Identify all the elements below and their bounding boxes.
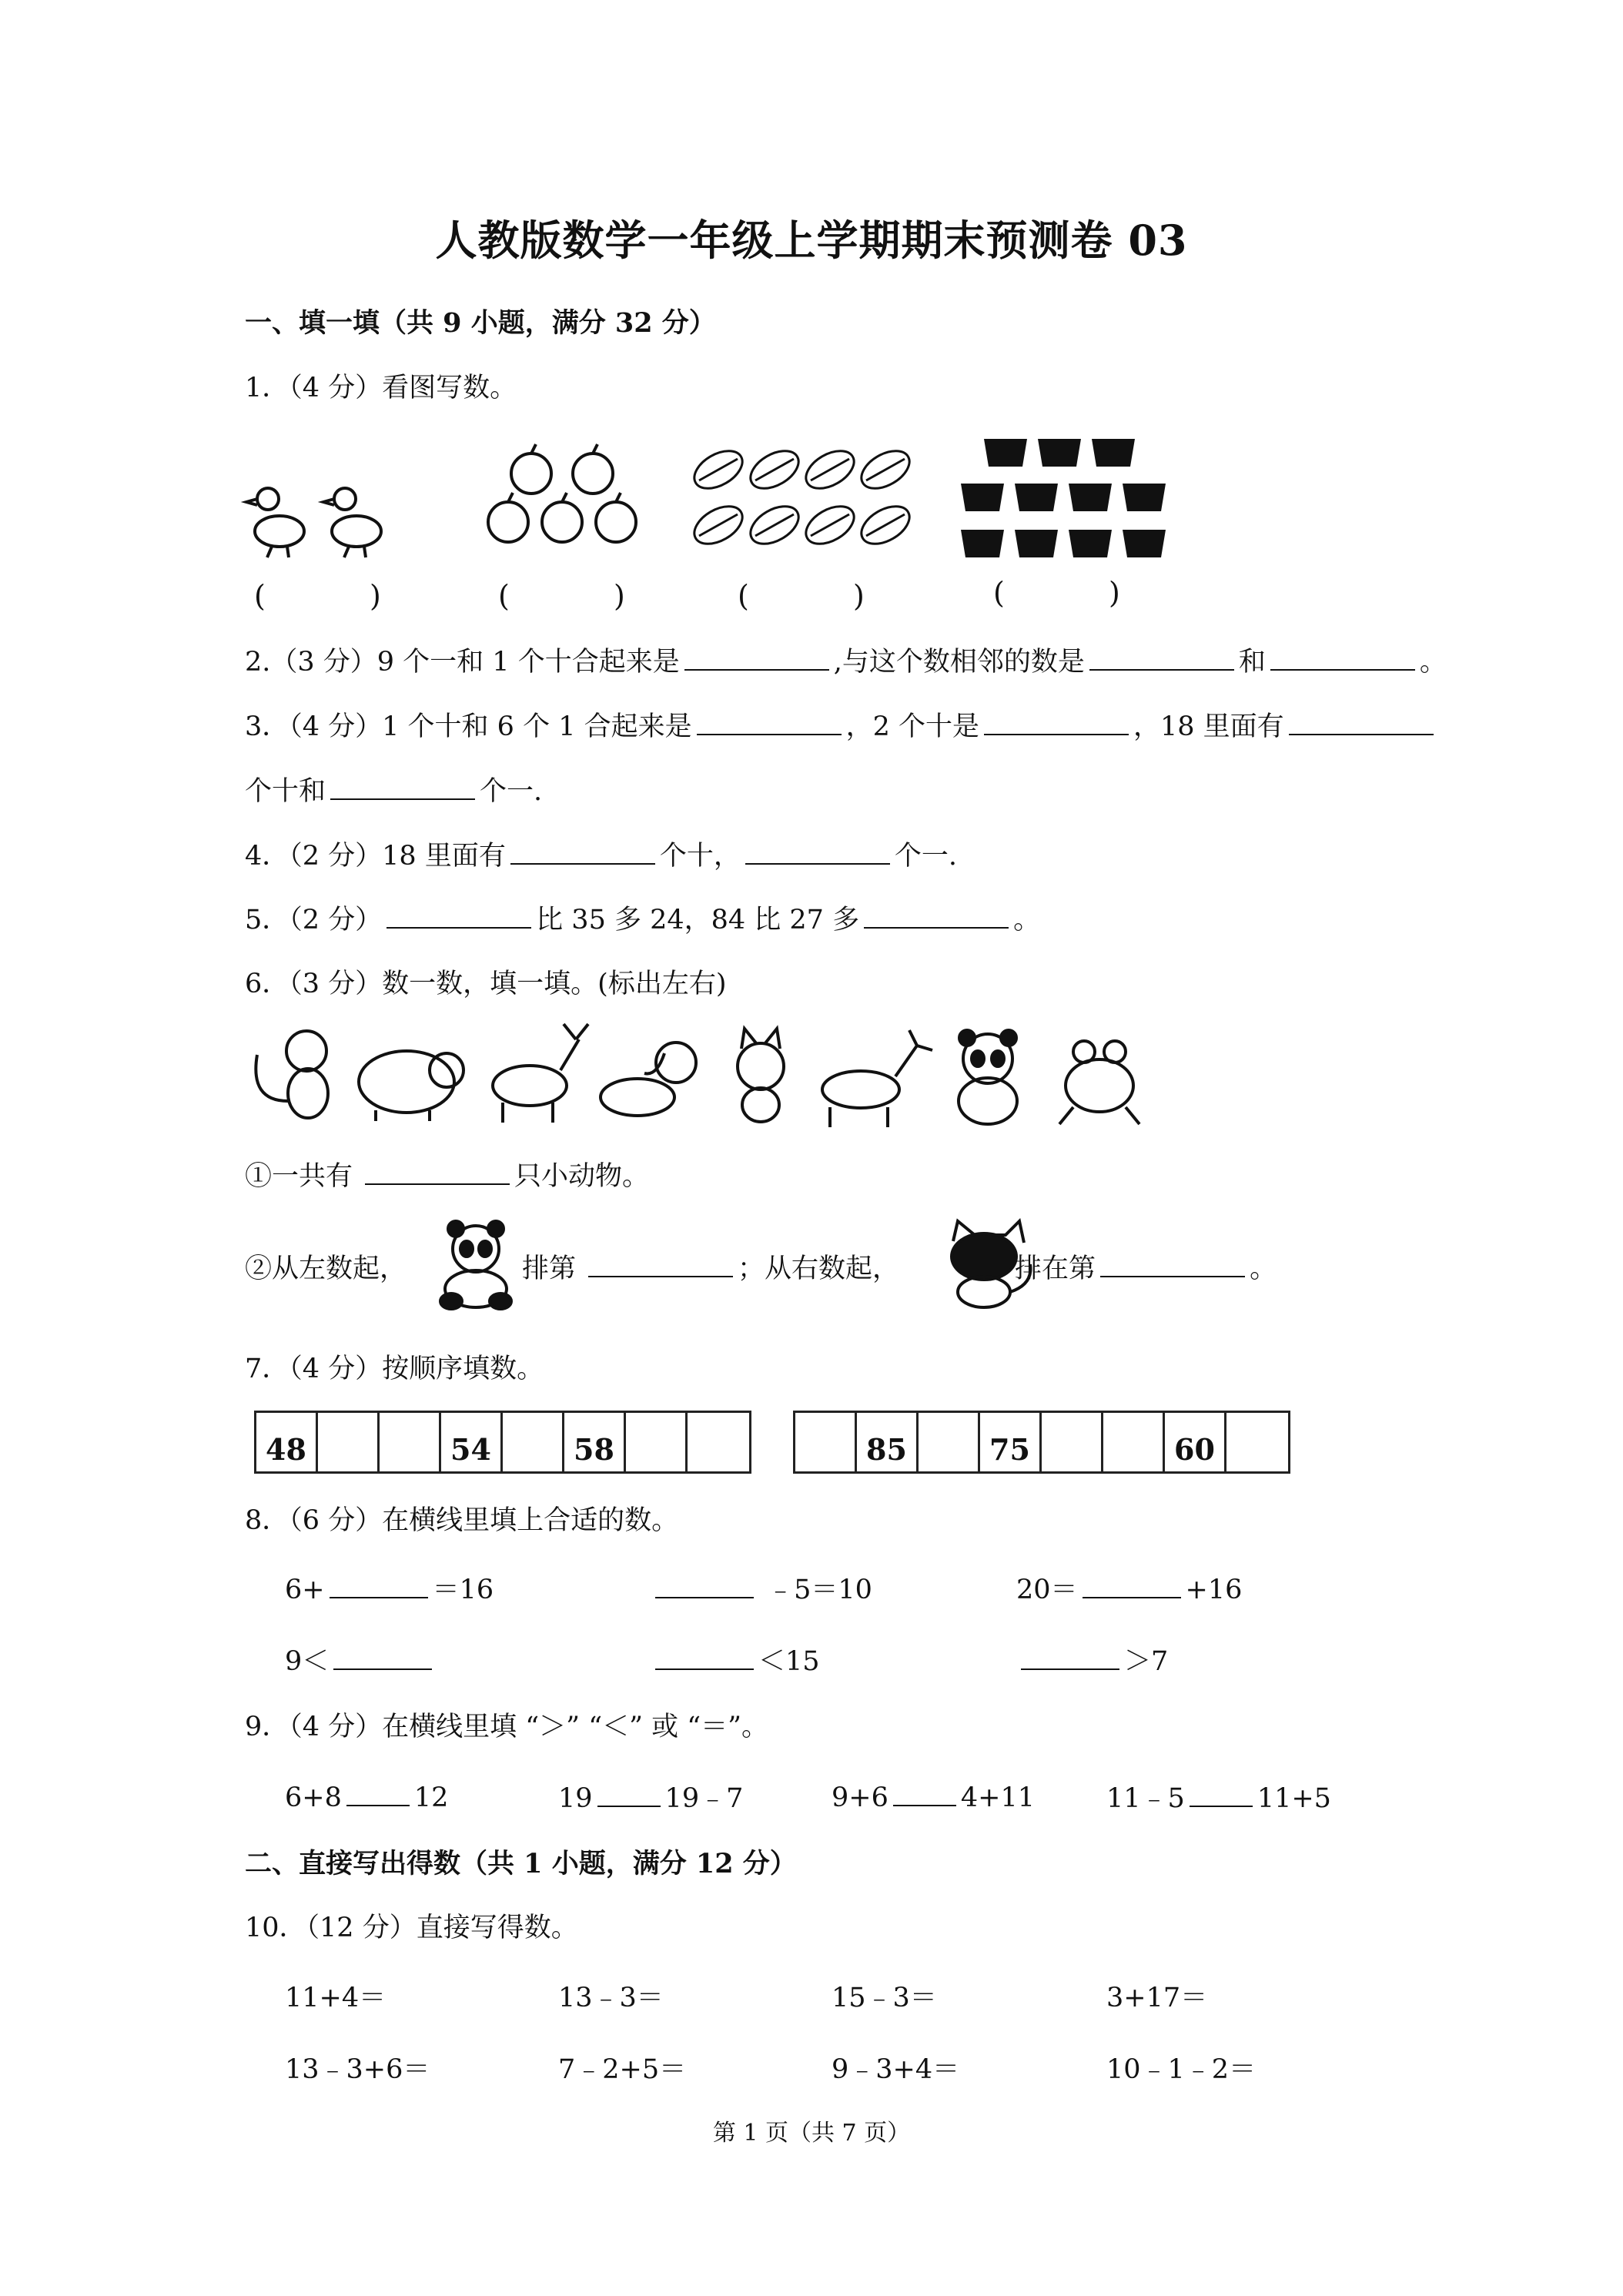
- section-heading-2: 二、直接写出得数（共 1 小题，满分 12 分）: [245, 1848, 797, 1879]
- fill-inequality: ＜15: [651, 1640, 820, 1678]
- answer-blank[interactable]: [684, 641, 829, 671]
- sequence-cell[interactable]: [1103, 1413, 1165, 1471]
- number-sequence-1: [254, 1411, 751, 1474]
- question-9: 9．（4 分）在横线里填 “＞” “＜” 或 “＝”。: [245, 1712, 769, 1742]
- fill-inequality: ＞7: [1016, 1640, 1168, 1678]
- sequence-cell[interactable]: [626, 1413, 688, 1471]
- question-3: 3．（4 分）1 个十和 6 个 1 合起来是 ，2 个十是 ，18 里面有: [245, 705, 1438, 744]
- duck-icon: [246, 488, 304, 557]
- sequence-cell[interactable]: [919, 1413, 980, 1471]
- answer-paren: ): [370, 579, 381, 613]
- answer-blank[interactable]: [697, 706, 842, 735]
- mental-math-item: 15﹣3＝: [832, 1983, 937, 2013]
- pig-icon: [359, 1051, 463, 1121]
- section-heading-1: 一、填一填（共 9 小题，满分 32 分）: [245, 307, 716, 339]
- answer-paren: ): [1109, 576, 1120, 610]
- deer-icon: [493, 1024, 588, 1123]
- q6-animals: [245, 1016, 1184, 1132]
- question-3-cont: 个十和 个一.: [245, 770, 542, 808]
- sequence-cell[interactable]: [795, 1413, 857, 1471]
- answer-blank[interactable]: [365, 1156, 510, 1185]
- question-4: 4．（2 分）18 里面有 个十， 个一.: [245, 835, 957, 873]
- answer-blank[interactable]: [597, 1778, 661, 1807]
- answer-blank[interactable]: [1270, 641, 1415, 671]
- question-6-sub1: ①一共有 只小动物。: [245, 1155, 649, 1193]
- cat-icon: [930, 1218, 1038, 1310]
- question-6-sub2: ②从左数起， 排第 ；从右数起， 排在第 。: [245, 1247, 1277, 1286]
- page-footer: 第 1 页（共 7 页）: [712, 2120, 911, 2147]
- answer-blank[interactable]: [1021, 1641, 1119, 1670]
- fill-inequality: 9＜: [285, 1640, 437, 1678]
- apple-icon: [488, 444, 636, 542]
- answer-blank[interactable]: [588, 1248, 733, 1277]
- compare-item: 19 19﹣7: [558, 1777, 743, 1816]
- mental-math-item: 13﹣3＝: [558, 1983, 664, 2013]
- answer-blank[interactable]: [387, 899, 531, 929]
- sequence-cell: 60: [1165, 1413, 1226, 1471]
- fill-equation: 20＝ +16: [1016, 1568, 1242, 1607]
- mental-math-item: 10﹣1﹣2＝: [1106, 2054, 1257, 2085]
- mental-math-item: 9﹣3+4＝: [832, 2054, 960, 2085]
- answer-blank[interactable]: [510, 835, 655, 865]
- answer-blank[interactable]: [864, 899, 1009, 929]
- page-title: 人教版数学一年级上学期期末预测卷 03: [435, 216, 1188, 265]
- compare-item: 9+6 4+11: [832, 1777, 1035, 1813]
- compare-item: 6+8 12: [285, 1777, 448, 1813]
- number-sequence-2: [793, 1411, 1290, 1474]
- answer-blank[interactable]: [984, 706, 1129, 735]
- panda-icon: [959, 1030, 1017, 1124]
- question-1: 1．（4 分）看图写数。: [245, 373, 517, 403]
- answer-blank[interactable]: [1089, 641, 1234, 671]
- sequence-cell: 54: [441, 1413, 503, 1471]
- mental-math-item: 11+4＝: [285, 1983, 387, 2013]
- answer-paren: (: [993, 576, 1005, 610]
- answer-paren: (: [498, 579, 510, 613]
- sequence-cell: 85: [857, 1413, 919, 1471]
- answer-blank[interactable]: [1083, 1569, 1181, 1598]
- question-5: 5．（2 分） 比 35 多 24，84 比 27 多 。: [245, 899, 1040, 937]
- answer-blank[interactable]: [1190, 1778, 1253, 1807]
- duck-icon: [323, 488, 381, 557]
- answer-paren: ): [614, 579, 625, 613]
- dog-icon: [601, 1043, 696, 1116]
- monkey-icon: [256, 1031, 328, 1118]
- question-10: 10．（12 分）直接写得数。: [245, 1913, 578, 1943]
- sequence-cell[interactable]: [380, 1413, 441, 1471]
- answer-blank[interactable]: [333, 1641, 432, 1670]
- compare-item: 11﹣5 11+5: [1106, 1777, 1331, 1816]
- answer-blank[interactable]: [346, 1777, 410, 1806]
- answer-blank[interactable]: [745, 835, 890, 865]
- mental-math-item: 7﹣2+5＝: [558, 2054, 687, 2085]
- question-7: 7．（4 分）按顺序填数。: [245, 1354, 544, 1384]
- answer-paren: ): [853, 579, 865, 613]
- mental-math-item: 13﹣3+6＝: [285, 2054, 430, 2085]
- sequence-cell: 58: [564, 1413, 626, 1471]
- answer-paren: (: [254, 579, 266, 613]
- panda-icon: [430, 1218, 522, 1310]
- answer-blank[interactable]: [330, 771, 475, 800]
- sequence-cell[interactable]: [503, 1413, 564, 1471]
- sequence-cell[interactable]: [318, 1413, 380, 1471]
- answer-blank[interactable]: [655, 1569, 754, 1598]
- answer-blank[interactable]: [1100, 1248, 1245, 1277]
- fill-equation: 6+ ＝16: [285, 1568, 494, 1607]
- answer-blank[interactable]: [1289, 706, 1434, 735]
- answer-paren: (: [738, 579, 749, 613]
- q1-pictures: [245, 431, 1169, 577]
- cat-icon: [738, 1029, 784, 1122]
- question-6: 6．（3 分）数一数，填一填。(标出左右): [245, 969, 727, 999]
- sequence-cell[interactable]: [1042, 1413, 1103, 1471]
- frog-icon: [1059, 1041, 1139, 1124]
- goat-icon: [822, 1030, 932, 1127]
- sequence-cell: 48: [256, 1413, 318, 1471]
- sequence-cell: 75: [980, 1413, 1042, 1471]
- cupcake-icon: [961, 439, 1166, 557]
- answer-blank[interactable]: [655, 1641, 754, 1670]
- fill-equation: ﹣5＝10: [651, 1568, 872, 1607]
- mental-math-item: 3+17＝: [1106, 1983, 1208, 2013]
- sequence-cell[interactable]: [1226, 1413, 1288, 1471]
- question-2: 2.（3 分）9 个一和 1 个十合起来是 ,与这个数相邻的数是 和 。: [245, 641, 1447, 679]
- answer-blank[interactable]: [893, 1777, 956, 1806]
- leaf-icon: [688, 443, 916, 552]
- answer-blank[interactable]: [330, 1569, 428, 1598]
- sequence-cell[interactable]: [688, 1413, 749, 1471]
- question-8: 8．（6 分）在横线里填上合适的数。: [245, 1505, 679, 1536]
